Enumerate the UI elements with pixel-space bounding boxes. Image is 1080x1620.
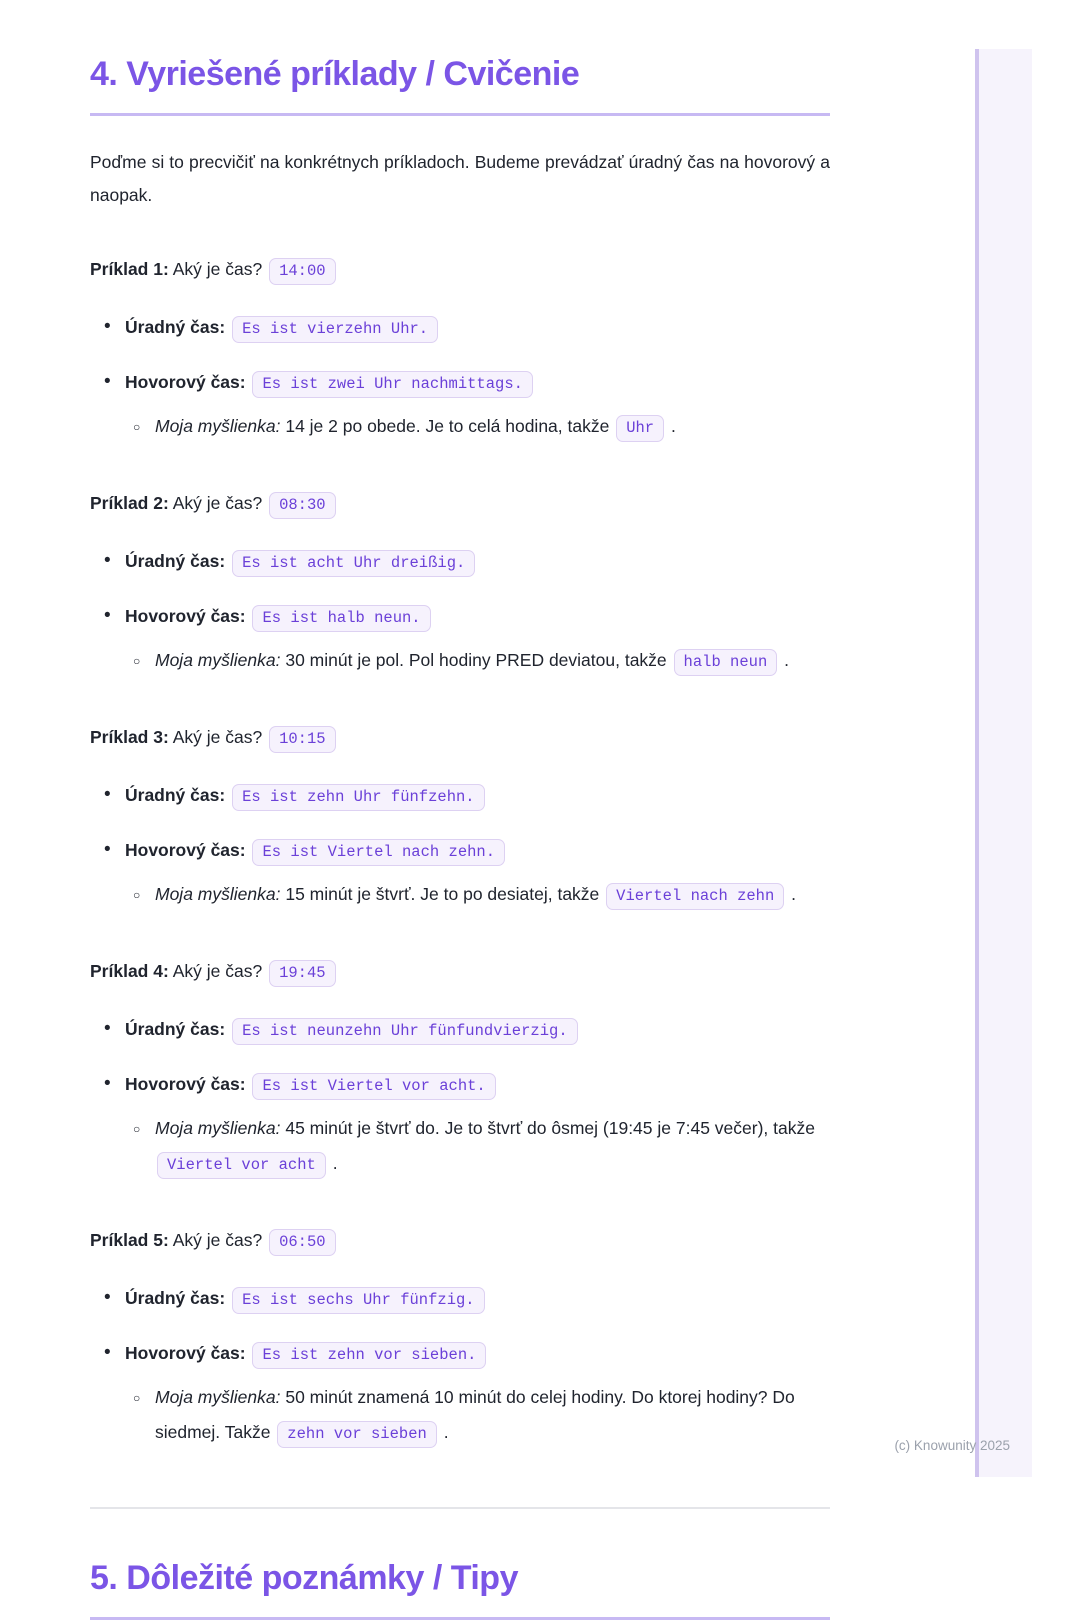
thought-text: 45 minút je štvrť do. Je to štvrť do ôsmej (19:45 je 7:45 večer), takže <box>285 1118 815 1138</box>
thought-text: 14 je 2 po obede. Je to celá hodina, takže <box>285 416 615 436</box>
example-header <box>90 1225 830 1257</box>
colloquial-label: Hovorový čas: <box>125 840 246 860</box>
colloquial-code-badge: Es ist zwei Uhr nachmittags. <box>252 371 532 398</box>
example-list <box>90 546 830 680</box>
thought-text: 50 minút znamená 10 minút do celej hodiny. Do ktorej hodiny? Do siedmej. Takže <box>155 1387 795 1442</box>
thought-body <box>285 416 676 436</box>
content-area <box>90 0 830 1620</box>
example-question: Aký je čas? <box>172 961 263 981</box>
right-page-strip <box>975 49 1032 1477</box>
thought-text: 30 minút je pol. Pol hodiny PRED deviatou, takže <box>285 650 672 670</box>
inline-code-badge: Viertel nach zehn <box>606 883 784 910</box>
example-list <box>90 780 830 914</box>
example-list <box>90 1014 830 1183</box>
time-badge: 14:00 <box>269 258 336 285</box>
colloquial-code-badge: Es ist zehn vor sieben. <box>252 1342 486 1369</box>
time-badge: 10:15 <box>269 726 336 753</box>
time-badge: 19:45 <box>269 960 336 987</box>
thought-list <box>125 1380 830 1452</box>
section4-title-underline <box>90 113 830 116</box>
section-divider <box>90 1507 830 1509</box>
inline-code-badge: halb neun <box>674 649 778 676</box>
thought-item <box>155 409 830 446</box>
example-question: Aký je čas? <box>172 259 263 279</box>
colloquial-label: Hovorový čas: <box>125 1343 246 1363</box>
official-code-badge: Es ist vierzehn Uhr. <box>232 316 438 343</box>
official-code-badge: Es ist sechs Uhr fünfzig. <box>232 1287 485 1314</box>
copyright-note: (c) Knowunity 2025 <box>894 1438 1010 1453</box>
official-code-badge: Es ist neunzehn Uhr fünfundvierzig. <box>232 1018 578 1045</box>
thought-body <box>285 884 796 904</box>
thought-text: 15 minút je štvrť. Je to po desiatej, takže <box>285 884 605 904</box>
official-time-item <box>125 546 830 578</box>
example-question: Aký je čas? <box>172 727 263 747</box>
colloquial-time-item <box>125 1069 830 1183</box>
official-label: Úradný čas: <box>125 551 226 571</box>
inline-code-badge: zehn vor sieben <box>277 1421 437 1448</box>
inline-code-badge: Viertel vor acht <box>157 1152 326 1179</box>
example-list <box>90 312 830 446</box>
thought-text: . <box>666 416 676 436</box>
example-header <box>90 254 830 286</box>
thought-list <box>125 1111 830 1183</box>
thought-item <box>155 1111 830 1183</box>
example-label: Príklad 2: <box>90 493 169 513</box>
inline-code-badge: Uhr <box>616 415 664 442</box>
colloquial-code-badge: Es ist Viertel vor acht. <box>252 1073 495 1100</box>
example-4 <box>90 956 830 1183</box>
example-5 <box>90 1225 830 1452</box>
section5-title: 5. Dôležité poznámky / Tipy <box>90 1559 518 1597</box>
thought-text: . <box>779 650 789 670</box>
thought-item <box>155 1380 830 1452</box>
colloquial-time-item <box>125 367 830 446</box>
time-badge: 06:50 <box>269 1229 336 1256</box>
colloquial-code-badge: Es ist Viertel nach zehn. <box>252 839 505 866</box>
official-label: Úradný čas: <box>125 1019 226 1039</box>
thought-list <box>125 877 830 914</box>
example-label: Príklad 4: <box>90 961 169 981</box>
official-time-item <box>125 1283 830 1315</box>
colloquial-label: Hovorový čas: <box>125 606 246 626</box>
thought-label: Moja myšlienka: <box>155 884 281 904</box>
example-header <box>90 722 830 754</box>
example-header <box>90 956 830 988</box>
colloquial-time-item <box>125 601 830 680</box>
example-label: Príklad 3: <box>90 727 169 747</box>
thought-label: Moja myšlienka: <box>155 1118 281 1138</box>
official-label: Úradný čas: <box>125 317 226 337</box>
official-code-badge: Es ist acht Uhr dreißig. <box>232 550 475 577</box>
time-badge: 08:30 <box>269 492 336 519</box>
example-1 <box>90 254 830 446</box>
official-label: Úradný čas: <box>125 1288 226 1308</box>
section4-title: 4. Vyriešené príklady / Cvičenie <box>90 55 580 93</box>
thought-text: . <box>438 1422 449 1442</box>
example-list <box>90 1283 830 1452</box>
official-time-item <box>125 780 830 812</box>
thought-label: Moja myšlienka: <box>155 650 281 670</box>
intro-paragraph: Poďme si to precvičiť na konkrétnych príkladoch. Budeme prevádzať úradný čas na hovorový a naopak. <box>90 152 830 205</box>
thought-text: . <box>786 884 797 904</box>
example-label: Príklad 1: <box>90 259 169 279</box>
colloquial-code-badge: Es ist halb neun. <box>252 605 430 632</box>
colloquial-time-item <box>125 835 830 914</box>
official-time-item <box>125 312 830 344</box>
thought-list <box>125 409 830 446</box>
example-header <box>90 488 830 520</box>
thought-item <box>155 877 830 914</box>
example-2 <box>90 488 830 680</box>
thought-body <box>285 650 789 670</box>
official-label: Úradný čas: <box>125 785 226 805</box>
example-question: Aký je čas? <box>172 493 263 513</box>
thought-item <box>155 643 830 680</box>
colloquial-label: Hovorový čas: <box>125 372 246 392</box>
colloquial-label: Hovorový čas: <box>125 1074 246 1094</box>
official-code-badge: Es ist zehn Uhr fünfzehn. <box>232 784 485 811</box>
thought-label: Moja myšlienka: <box>155 1387 281 1407</box>
colloquial-time-item <box>125 1338 830 1452</box>
thought-label: Moja myšlienka: <box>155 416 281 436</box>
example-question: Aký je čas? <box>172 1230 263 1250</box>
example-label: Príklad 5: <box>90 1230 169 1250</box>
thought-list <box>125 643 830 680</box>
official-time-item <box>125 1014 830 1046</box>
thought-text: . <box>327 1153 338 1173</box>
example-3 <box>90 722 830 914</box>
